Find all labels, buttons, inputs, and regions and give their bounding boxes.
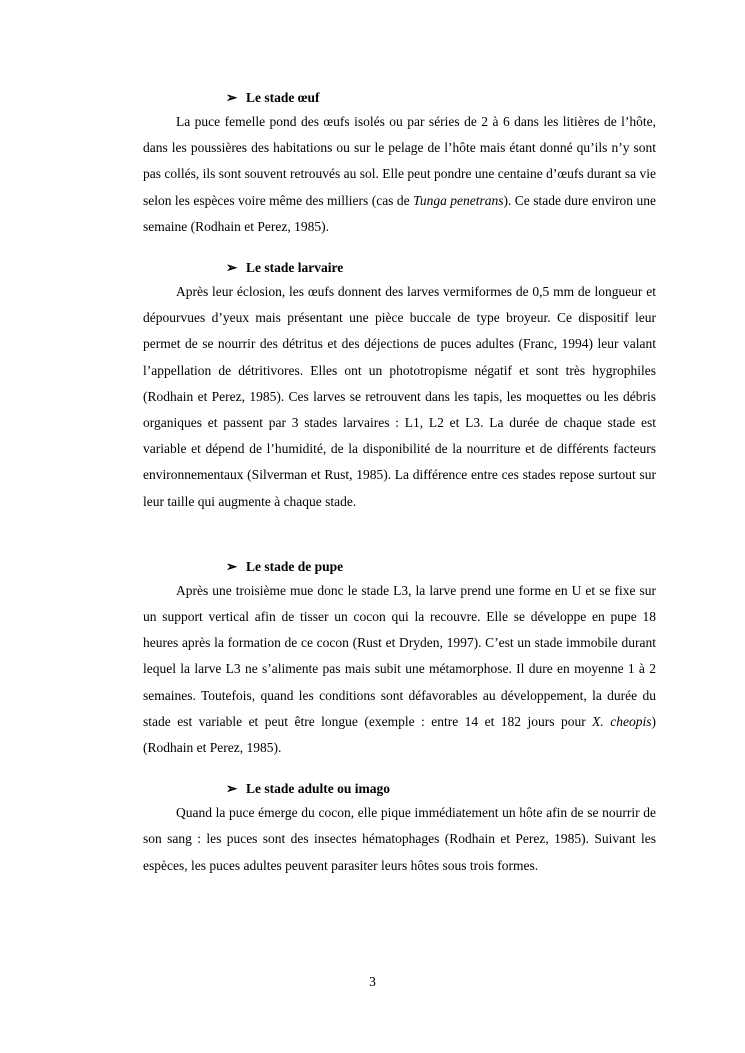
section-heading-text: Le stade larvaire (246, 260, 344, 276)
arrow-bullet-icon: ➢ (226, 781, 238, 797)
paragraph-pupe (143, 578, 656, 761)
paragraph-oeuf (143, 109, 656, 240)
document-page (143, 86, 656, 879)
section-heading-text: Le stade adulte ou imago (246, 781, 391, 797)
section-heading-oeuf (143, 86, 656, 109)
arrow-bullet-icon: ➢ (226, 90, 238, 105)
species-name: X. cheopis (592, 713, 652, 729)
paragraph-adulte: Quand la puce émerge du cocon, elle pique immédiatement un hôte afin de se nourrir de son sang : les puces sont des insectes hématophages (Rodhain et Perez, 1985). Suivant les espèces, les puces adultes peuvent parasiter leurs hôtes sous trois formes. (143, 805, 656, 873)
arrow-bullet-icon: ➢ (226, 558, 238, 574)
section-heading-pupe (143, 555, 656, 578)
paragraph-text: ). Ce stade dure environ une semaine (Rodhain et Perez, 1985). (143, 192, 656, 234)
section-heading-text: Le stade œuf (246, 90, 320, 105)
arrow-bullet-icon: ➢ (226, 260, 238, 276)
section-heading-larvaire (143, 256, 656, 279)
paragraph-text: La puce femelle pond des œufs isolés ou par séries de 2 à 6 dans les litières de l’hôte, dans les poussières des habitations ou sur le pelage de l’hôte mais étant donné qu’ils n’y sont pas collés, ils sont souvent retrouvés au sol. Elle peut pondre une centaine d’œufs durant sa vie selon les espèces voire même des milliers (cas de (143, 114, 656, 208)
paragraph-larvaire: Après leur éclosion, les œufs donnent des larves vermiformes de 0,5 mm de longueur et dépourvues d’yeux mais présentant une pièce buccale de type broyeur. Ce dispositif leur permet de se nourrir des détritus et des déjections de puces adultes (Franc, 1994) leur valant l’appellation de détritivores. Elles ont un phototropisme négatif et sont très hygrophiles (Rodhain et Perez, 1985). Ces larves se retrouvent dans les tapis, les moquettes ou les débris organiques et passent par 3 stades larvaires : L1, L2 et L3. La durée de chaque stade est variable et dépend de l’humidité, de la disponibilité de la nourriture et de différents facteurs environnementaux (Silverman et Rust, 1985). La différence entre ces stades repose surtout sur leur taille qui augmente à chaque stade. (143, 284, 656, 509)
species-name: Tunga penetrans (413, 192, 504, 208)
paragraph-text: ) (Rodhain et Perez, 1985). (143, 713, 656, 756)
section-heading-adulte (143, 777, 656, 800)
section-heading-text: Le stade de pupe (246, 558, 344, 574)
page-number: 3 (369, 974, 376, 989)
paragraph-text: Après une troisième mue donc le stade L3, la larve prend une forme en U et se fixe sur un support vertical afin de tisser un cocon qui la recouvre. Elle se développe en pupe 18 heures après la formation de ce cocon (Rust et Dryden, 1997). C’est un stade immobile durant lequel la larve L3 ne s’alimente pas mais subit une métamorphose. Il dure en moyenne 1 à 2 semaines. Toutefois, quand les conditions sont défavorables au développement, la durée du stade est variable et peut être longue (exemple : entre 14 et 182 jours pour (143, 582, 656, 729)
